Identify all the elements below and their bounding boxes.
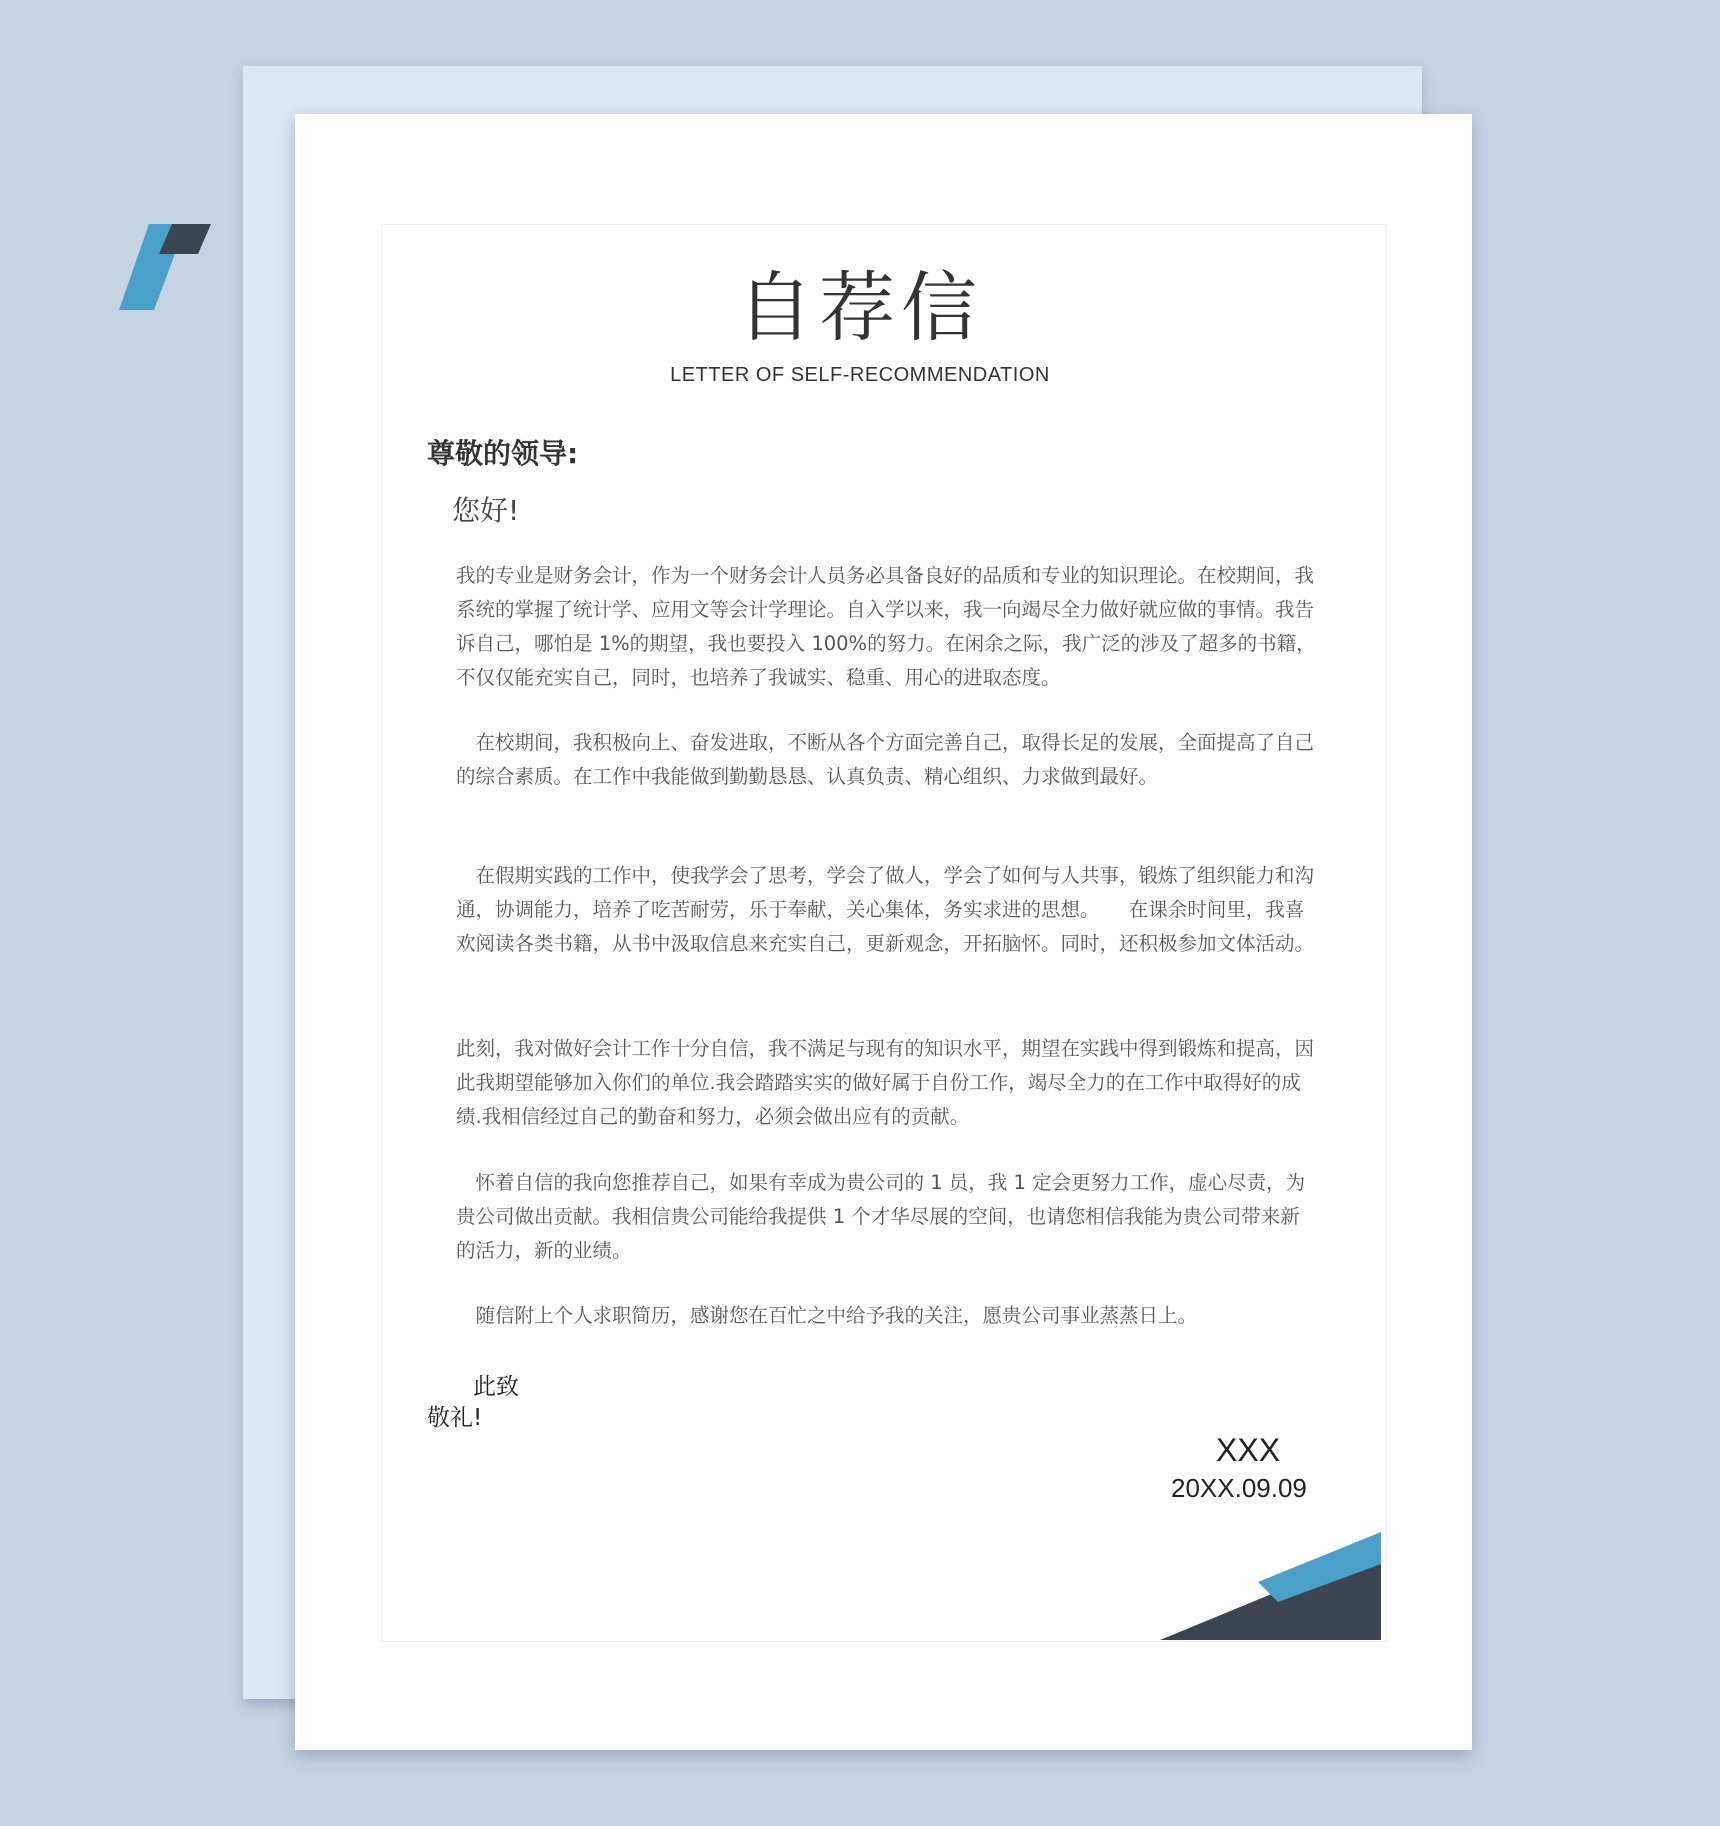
signature-name: XXX bbox=[1216, 1432, 1281, 1468]
salutation: 尊敬的领导: bbox=[427, 437, 579, 470]
bottom-right-wedge-decoration bbox=[1160, 1530, 1381, 1640]
page-subtitle: LETTER OF SELF-RECOMMENDATION bbox=[670, 364, 1050, 386]
body-paragraph-3: 在假期实践的工作中，使我学会了思考，学会了做人，学会了如何与人共事，锻炼了组织能力和沟通，协调能力，培养了吃苦耐劳，乐于奉献，关心集体，务实求进的思想。 在课余时间里，我喜欢阅读各类书籍，从书中汲取信息来充实自己，更新观念，开拓脑怀。同时，还积极参加文体活动。 bbox=[456, 864, 1315, 955]
greeting: 您好! bbox=[452, 494, 520, 527]
body-paragraph-1: 我的专业是财务会计，作为一个财务会计人员务必具备良好的品质和专业的知识理论。在校期间，我系统的掌握了统计学、应用文等会计学理论。自入学以来，我一向竭尽全力做好就应做的事情。我告诉自己，哪怕是 1%的期望，我也要投入 100%的努力。在闲余之际，我广泛的涉及了超多的书籍，不仅仅能充实自己，同时，也培养了我诚实、稳重、用心的进取态度。 bbox=[456, 564, 1316, 689]
body-paragraph-5: 怀着自信的我向您推荐自己，如果有幸成为贵公司的 1 员，我 1 定会更努力工作，虚心尽责，为贵公司做出贡献。我相信贵公司能给我提供 1 个才华尽展的空间，也请您相信我能为贵公司带来新的活力，新的业绩。 bbox=[456, 1171, 1306, 1262]
signature-date: 20XX.09.09 bbox=[1171, 1473, 1307, 1503]
closing-line-1: 此致 bbox=[473, 1374, 519, 1400]
closing-line-2: 敬礼! bbox=[427, 1405, 483, 1431]
body-paragraph-2: 在校期间，我积极向上、奋发进取，不断从各个方面完善自己，取得长足的发展，全面提高了自己的综合素质。在工作中我能做到勤勤恳恳、认真负责、精心组织、力求做到最好。 bbox=[456, 731, 1315, 788]
body-paragraph-6: 随信附上个人求职简历，感谢您在百忙之中给予我的关注，愿贵公司事业蒸蒸日上。 bbox=[456, 1304, 1198, 1327]
page-title: 自荐信 bbox=[737, 263, 983, 352]
body-paragraph-4: 此刻，我对做好会计工作十分自信，我不满足与现有的知识水平，期望在实践中得到锻炼和提高，因此我期望能够加入你们的单位.我会踏踏实实的做好属于自份工作，竭尽全力的在工作中取得好的成绩.我相信经过自己的勤奋和努力，必须会做出应有的贡献。 bbox=[456, 1037, 1315, 1128]
